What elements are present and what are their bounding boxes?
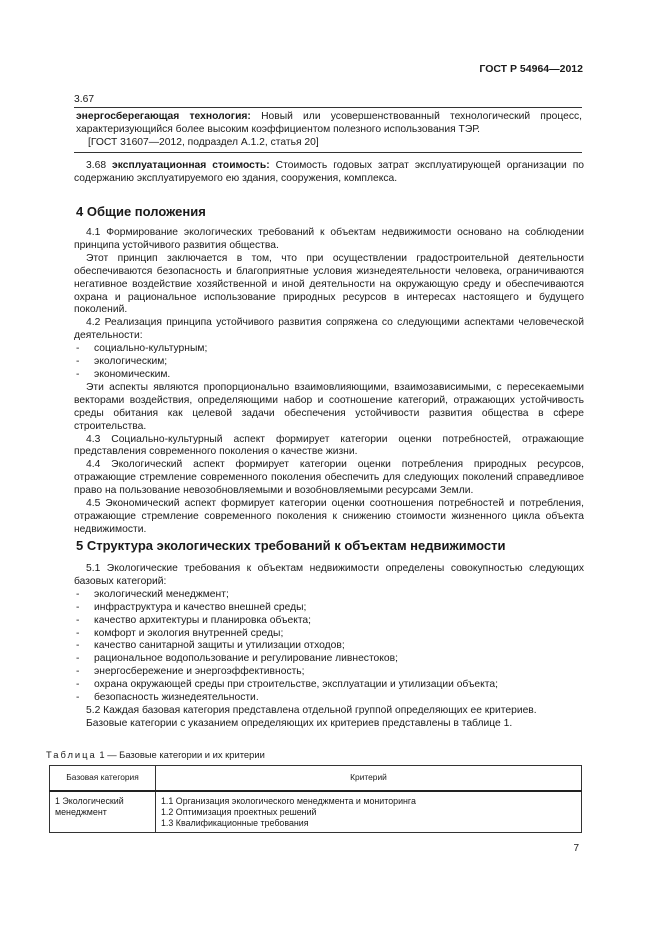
table-cell-category: 1 Экологический менеджмент	[50, 791, 156, 833]
section-5-body	[74, 563, 584, 731]
section-5-title: 5 Структура экологических требований к объектам недвижимости	[76, 538, 506, 553]
categories-table	[49, 765, 582, 833]
table-row	[50, 791, 582, 833]
paragraph-4-4: 4.4 Экологический аспект формирует категории оценки потребления природных ресурсов, отражающие стремление современного поколения обеспечить для следующих поколений справедливое право на пользование невозобновляемыми и возобновляемыми ресурсами Земли.	[74, 459, 584, 497]
document-code: ГОСТ Р 54964—2012	[479, 63, 583, 75]
term-name: энергосберегающая технология:	[76, 111, 251, 122]
column-header: Критерий	[156, 766, 582, 792]
list-item: - безопасность жизнедеятельности.	[76, 692, 259, 704]
term-name: эксплуатационная стоимость:	[112, 160, 270, 171]
list-item: - инфраструктура и качество внешней среды;	[76, 601, 307, 613]
categories-list	[74, 589, 584, 705]
section-4-title: 4 Общие положения	[76, 204, 206, 219]
paragraph-5-2b: Базовые категории с указанием определяющих их критериев представлены в таблице 1.	[86, 717, 513, 729]
criterion: 1.3 Квалификационные требования	[161, 818, 309, 828]
column-header: Базовая категория	[50, 766, 156, 792]
list-item: - качество архитектуры и планировка объекта;	[76, 614, 312, 626]
list-item: - качество санитарной защиты и утилизации отходов;	[76, 640, 345, 652]
term-368-text: 3.68 эксплуатационная стоимость: Стоимость годовых затрат эксплуатирующей организации по содержанию эксплуатируемого ею здания, сооружения, комплекса.	[74, 160, 584, 184]
table-cell-criteria	[156, 791, 582, 833]
list-item: - рациональное водопользование и регулирование ливнестоков;	[76, 653, 398, 665]
list-item: - комфорт и экология внутренней среды;	[76, 627, 284, 639]
list-item: - экологический менеджмент;	[76, 588, 229, 600]
term-definition	[74, 111, 582, 137]
term-source: [ГОСТ 31607—2012, подраздел А.1.2, статья 20]	[88, 136, 319, 148]
list-item: - экологическим;	[76, 356, 168, 368]
paragraph-4-2: 4.2 Реализация принципа устойчивого развития сопряжена со следующими аспектами человеческой деятельности:	[74, 317, 584, 342]
term-text: Новый или усовершенствованный технологический процесс, характеризующийся более высоким коэффициентом полезного использования ТЭР.	[76, 111, 582, 135]
list-item: - экономическим.	[76, 368, 171, 380]
paragraph-4-2b: Эти аспекты являются пропорционально взаимовлияющими, взаимозависимыми, с пересекаемыми векторами воздействия, определяющими набор и соотношение категорий, отражающих устойчивость среды обитания как целевой задачи обеспечения устойчивости развития общества в сфере строительства.	[74, 381, 584, 432]
paragraph-5-1: 5.1 Экологические требования к объектам недвижимости определены совокупностью следующих базовых категорий:	[74, 563, 584, 587]
table-caption: Таблица 1 — Базовые категории и их критерии	[46, 749, 265, 760]
paragraph-4-1: 4.1 Формирование экологических требований к объектам недвижимости основано на соблюдении принципа устойчивого развития общества.	[74, 227, 584, 251]
paragraph-4-5: 4.5 Экономический аспект формирует категории оценки соотношения потребностей и потребления, отражающие стремление современного поколения к снижению стоимости жизненного цикла объекта недвижимости.	[74, 498, 584, 535]
list-item: - социально-культурным;	[76, 343, 208, 355]
section-4-body	[74, 227, 584, 537]
term-number: 3.67	[74, 94, 95, 105]
aspects-list	[74, 343, 584, 382]
table-header-row	[50, 766, 582, 792]
paragraph-4-1b: Этот принцип заключается в том, что при осуществлении градостроительной деятельности обеспечиваются безопасность и благоприятные условия жизнедеятельности человека, ограничиваются негативное воздействие хозяйственной и иной деятельности на окружающую среду и обеспечиваются охрана и рациональное использование природных ресурсов в интересах настоящего и будущего поколений.	[74, 252, 584, 316]
criterion: 1.1 Организация экологического менеджмента и мониторинга	[161, 796, 416, 806]
term-definition-box	[74, 107, 582, 153]
page-number: 7	[573, 843, 579, 854]
list-item: - охрана окружающей среды при строительстве, эксплуатации и утилизации объекта;	[76, 679, 498, 691]
paragraph-4-3: 4.3 Социально-культурный аспект формирует категории оценки потребностей, отражающие представления современного поколения о качестве жизни.	[74, 433, 584, 458]
criterion: 1.2 Оптимизация проектных решений	[161, 807, 317, 817]
term-368	[74, 160, 584, 186]
list-item: - энергосбережение и энергоэффективность;	[76, 666, 305, 678]
paragraph-5-2: 5.2 Каждая базовая категория представлена отдельной группой определяющих ее критериев.	[86, 704, 537, 716]
